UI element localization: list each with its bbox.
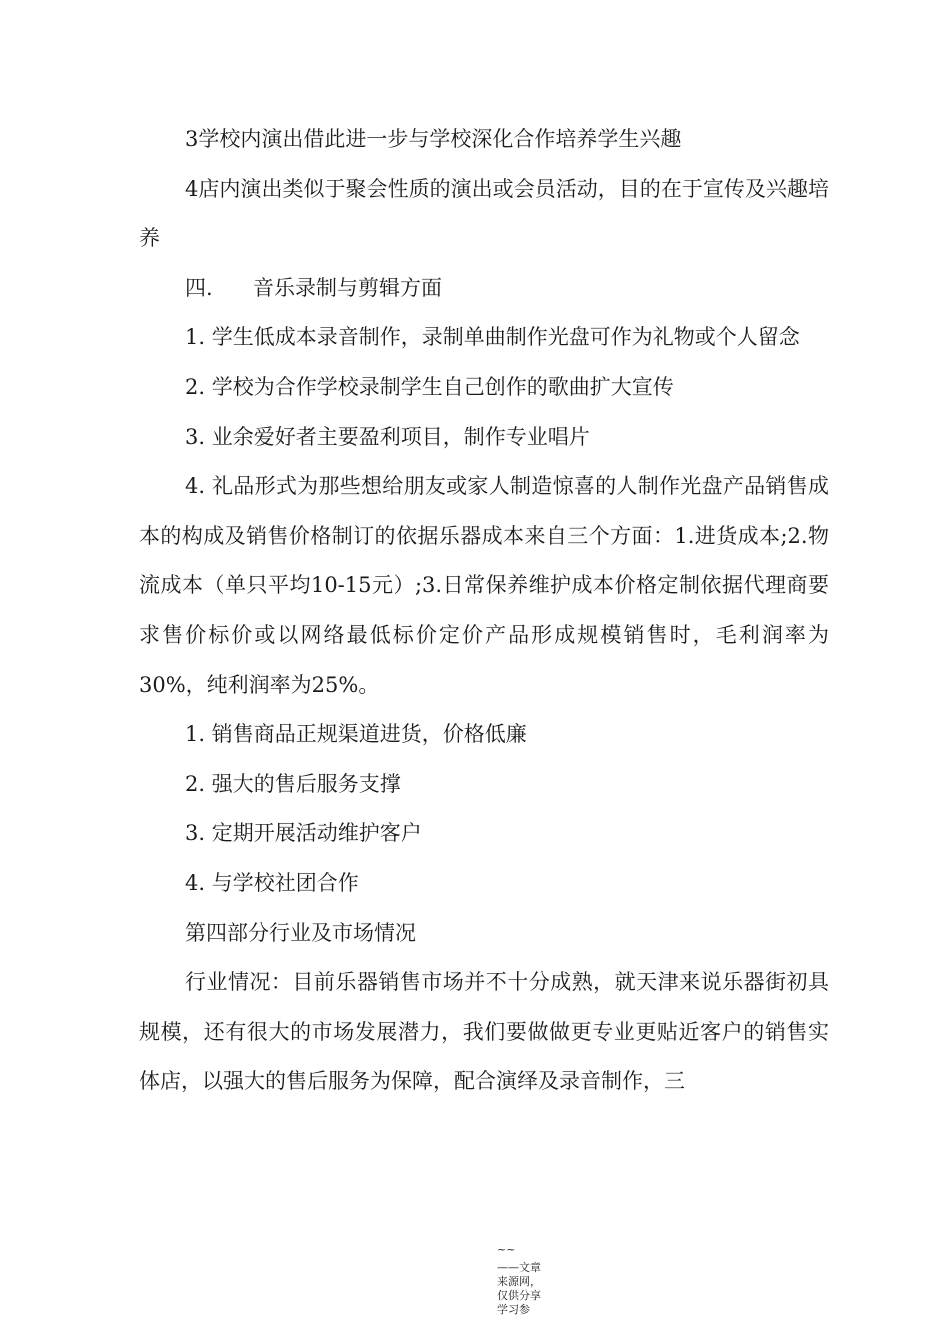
footer-tilde: ~~	[497, 1243, 516, 1256]
section-number: 四.	[185, 275, 213, 300]
paragraph-amateur-recording: 3. 业余爱好者主要盈利项目，制作专业唱片	[185, 424, 590, 449]
list-item-after-sales: 2. 强大的售后服务支撑	[185, 771, 401, 796]
page-footer	[497, 1243, 543, 1317]
paragraph-school-recording: 2. 学校为合作学校录制学生自己创作的歌曲扩大宣传	[185, 374, 674, 399]
paragraph-gift-and-cost: 4. 礼品形式为那些想给朋友或家人制造惊喜的人制作光盘产品销售成本的构成及销售价格制订的依据乐器成本来自三个方面：1.进货成本;2.物流成本（单只平均10-15元）;3.日常保养维护成本价格定制依据代理商要求售价标价或以网络最低标价定价产品形成规模销售时，毛利润率为30%，纯利润率为25%。	[139, 474, 829, 697]
list-item-school-clubs: 4. 与学校社团合作	[185, 870, 359, 895]
list-item-customer-events: 3. 定期开展活动维护客户	[185, 821, 422, 846]
paragraph-store-performance: 4店内演出类似于聚会性质的演出或会员活动，目的在于宣传及兴趣培养	[139, 176, 829, 251]
section-heading-music-recording	[139, 264, 829, 314]
document-body	[139, 115, 829, 1107]
section-heading-part-four: 第四部分行业及市场情况	[185, 920, 416, 945]
paragraph-industry-situation: 行业情况：目前乐器销售市场并不十分成熟，就天津来说乐器街初具规模，还有很大的市场发展潜力，我们要做做更专业更贴近客户的销售实体店，以强大的售后服务为保障，配合演绎及录音制作，三	[139, 970, 829, 1094]
footer-source-note: ——文章来源网，仅供分享学习参	[497, 1261, 541, 1316]
section-title: 音乐录制与剪辑方面	[253, 275, 442, 300]
paragraph-student-recording: 1. 学生低成本录音制作，录制单曲制作光盘可作为礼物或个人留念	[185, 325, 800, 350]
list-item-sourcing: 1. 销售商品正规渠道进货，价格低廉	[185, 722, 527, 747]
paragraph-school-performance: 3学校内演出借此进一步与学校深化合作培养学生兴趣	[185, 127, 682, 151]
